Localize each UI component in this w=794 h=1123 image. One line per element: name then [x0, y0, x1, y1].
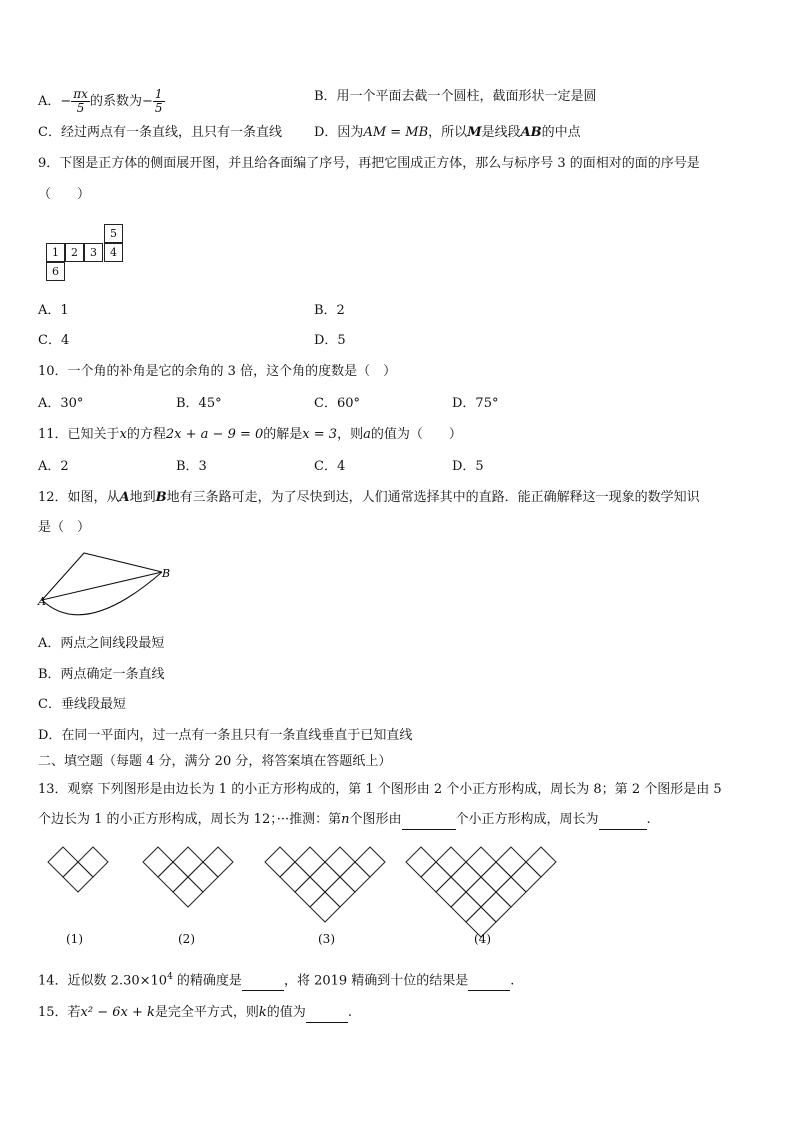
variable-n: n: [341, 812, 350, 827]
unit-square: [340, 862, 370, 892]
q11-option-b: B．3: [176, 459, 207, 474]
curved-path: [42, 572, 162, 615]
stem-text: 个图形由: [349, 812, 402, 827]
square-pattern-2: [143, 847, 233, 907]
unit-square: [173, 877, 203, 907]
unit-square: [466, 847, 496, 877]
q15: [38, 1004, 352, 1023]
figure-caption-4: (4): [474, 932, 491, 946]
triangle-path: [42, 553, 162, 600]
q14: [38, 968, 514, 991]
unit-square: [496, 847, 526, 877]
unit-square: [203, 847, 233, 877]
unit-square: [325, 847, 355, 877]
unit-square: [295, 847, 325, 877]
q12-option-d: D．在同一平面内，过一点有一条且只有一条直线垂直于已知直线: [38, 728, 413, 743]
label-a: A: [38, 595, 46, 608]
unit-square: [280, 862, 310, 892]
q13-line2: [38, 811, 651, 830]
answer-blank[interactable]: [468, 972, 510, 991]
square-pattern-4: [406, 847, 556, 937]
q9-option-d: D．5: [314, 333, 346, 348]
stem-text: 地到: [129, 490, 156, 505]
minus-sign: −: [60, 94, 72, 109]
unit-square: [451, 862, 481, 892]
expression: x² − 6x + k: [80, 1005, 155, 1020]
option-text: 的系数为−: [89, 94, 153, 109]
q12-option-c: C．垂线段最短: [38, 697, 126, 712]
unit-square: [436, 847, 466, 877]
option-text: 是线段: [481, 125, 521, 140]
figure-caption-3: (3): [318, 932, 335, 946]
unit-square: [355, 847, 385, 877]
q9-option-c: C．4: [38, 333, 70, 348]
q13-line1: 13．观察 下列图形是由边长为 1 的小正方形构成的，第 1 个图形由 2 个小正方形构成，周长为 8；第 2 个图形是由 5: [38, 782, 722, 797]
fraction-denominator: 5: [76, 101, 85, 115]
unit-square: [78, 847, 108, 877]
q12-stem-line1: [38, 489, 700, 507]
q12-stem-line2: 是（ ）: [38, 520, 91, 535]
stem-text: 个边长为 1 的小正方形构成，周长为 12；···推测：第: [38, 812, 342, 827]
net-cell-6: 6: [46, 262, 65, 281]
square-pattern-1: [48, 847, 108, 892]
net-cell-3: 3: [84, 243, 103, 262]
square-pattern-3: [265, 847, 385, 922]
segment-ab: AB: [520, 125, 542, 140]
math-expression: AM = MB: [363, 125, 429, 140]
unit-square: [188, 862, 218, 892]
point-b: B: [155, 490, 167, 505]
q8-option-b: B．用一个平面去截一个圆柱，截面形状一定是圆: [314, 89, 597, 104]
stem-text: 14．近似数 2.30×10: [38, 973, 168, 989]
paths-figure: [34, 545, 174, 620]
stem-text: ，将 2019 精确到十位的结果是: [283, 973, 469, 989]
fraction-numerator: 1: [154, 87, 163, 101]
q12-option-a: A．两点之间线段最短: [38, 636, 165, 651]
q11-option-d: D．5: [452, 459, 484, 474]
unit-square: [325, 877, 355, 907]
net-cell-4: 4: [104, 243, 123, 262]
stem-text: 的值为: [266, 1005, 306, 1020]
stem-text: .: [347, 1005, 352, 1020]
q11-option-a: A．2: [38, 459, 69, 474]
stem-text: .: [646, 812, 651, 827]
net-cell-1: 1: [46, 243, 65, 262]
unit-square: [496, 877, 526, 907]
variable-a: a: [363, 427, 371, 442]
q10-stem: 10．一个角的补角是它的余角的 3 倍，这个角的度数是（ ）: [38, 364, 397, 379]
q8-option-d: [314, 124, 581, 142]
unit-square: [481, 862, 511, 892]
q9-stem-line2: （ ）: [38, 187, 91, 202]
q11-stem: [38, 426, 462, 444]
q9-stem-line1: 9．下图是正方体的侧面展开图，并且给各面编了序号，再把它围成正方体，那么与标序号 3 的面相对的面的序号是: [38, 156, 700, 171]
fraction-pix-over-5: [71, 88, 90, 115]
stem-text: 11．已知关于: [38, 427, 120, 442]
q12-option-b: B．两点确定一条直线: [38, 667, 165, 682]
stem-text: 的解是: [263, 427, 303, 442]
option-text: D．因为: [314, 125, 364, 140]
unit-square: [436, 877, 466, 907]
net-cell-2: 2: [65, 243, 84, 262]
figure-caption-2: (2): [178, 932, 195, 946]
option-text: 的中点: [541, 125, 581, 140]
option-text: ，所以: [428, 125, 468, 140]
unit-square: [173, 847, 203, 877]
answer-blank[interactable]: [402, 811, 456, 830]
unit-square: [511, 862, 541, 892]
stem-text: 个小正方形构成，周长为: [455, 812, 599, 827]
exponent: 4: [167, 972, 173, 982]
unit-square: [265, 847, 295, 877]
q9-option-a: A．1: [38, 303, 69, 318]
answer-blank[interactable]: [242, 972, 284, 991]
unit-square: [48, 847, 78, 877]
point-a: A: [119, 490, 130, 505]
q10-option-b: B．45°: [176, 396, 222, 411]
stem-text: 15．若: [38, 1005, 81, 1020]
stem-text: 的值为（ ）: [370, 427, 462, 442]
q10-option-c: C．60°: [314, 396, 360, 411]
unit-square: [158, 862, 188, 892]
stem-text: 是完全平方式，则: [154, 1005, 259, 1020]
unit-square: [466, 877, 496, 907]
unit-square: [481, 892, 511, 922]
unit-square: [451, 892, 481, 922]
unit-square: [421, 862, 451, 892]
stem-text: .: [510, 973, 515, 989]
fraction-denominator: 5: [154, 101, 163, 115]
figure-caption-1: (1): [66, 932, 83, 946]
q11-option-c: C．4: [314, 459, 346, 474]
unit-square: [143, 847, 173, 877]
stem-text: 地有三条路可走，为了尽快到达，人们通常选择其中的直路．能正确解释这一现象的数学知识: [166, 490, 700, 505]
unit-square: [526, 847, 556, 877]
answer-blank[interactable]: [306, 1004, 348, 1023]
solution: x = 3: [302, 427, 338, 442]
fraction-1-over-5: [153, 88, 165, 115]
option-label: A．: [38, 94, 61, 109]
q8-option-c: C．经过两点有一条直线，且只有一条直线: [38, 125, 282, 140]
stem-text: 12．如图，从: [38, 490, 120, 505]
unit-square: [310, 862, 340, 892]
fraction-numerator: πx: [73, 87, 88, 101]
unit-square: [295, 877, 325, 907]
net-cell-5: 5: [104, 224, 123, 243]
q8-option-a: [38, 88, 165, 115]
stem-text: 的方程: [126, 427, 166, 442]
square-pattern-figure: [40, 845, 600, 945]
unit-square: [63, 862, 93, 892]
equation: 2x + a − 9 = 0: [165, 427, 264, 442]
section-heading: 二、填空题（每题 4 分，满分 20 分，将答案填在答题纸上）: [38, 754, 392, 769]
unit-square: [406, 847, 436, 877]
q9-option-b: B．2: [314, 303, 345, 318]
label-b: B: [162, 567, 171, 580]
point-m: M: [467, 125, 482, 140]
stem-text: 的精确度是: [172, 973, 242, 989]
q10-option-d: D．75°: [452, 396, 499, 411]
q10-option-a: A．30°: [38, 396, 84, 411]
stem-text: ，则: [337, 427, 364, 442]
answer-blank[interactable]: [599, 811, 647, 830]
variable-k: k: [258, 1005, 267, 1020]
variable-x: x: [119, 427, 127, 442]
unit-square: [310, 892, 340, 922]
